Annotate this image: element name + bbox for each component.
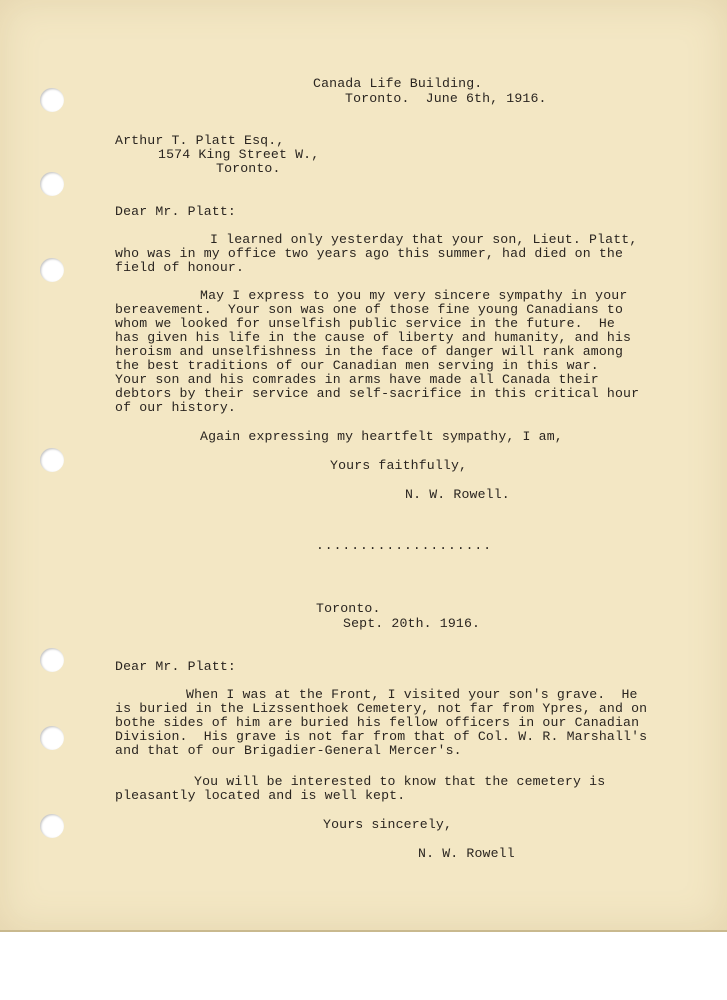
letter1-para3: Again expressing my heartfelt sympathy, I am, [200,429,563,444]
letter2-heading-line2: Sept. 20th. 1916. [343,616,481,631]
letter1-para2-line: May I express to you my very sincere sympathy in your [200,288,628,303]
letter2-para1-line: and that of our Brigadier-General Mercer's. [115,743,462,758]
letter1-salutation: Dear Mr. Platt: [115,204,236,219]
letter2-closing: Yours sincerely, [323,817,453,832]
letter-divider: .................... [316,538,493,553]
letter1-para2-line: bereavement. Your son was one of those fine young Canadians to [115,302,624,317]
letter1-closing: Yours faithfully, [330,458,468,473]
recipient-name: Arthur T. Platt Esq., [115,133,285,148]
letter2-para1-line: is buried in the Lizssenthoek Cemetery, not far from Ypres, and on [115,701,648,716]
letter2-para1-line: When I was at the Front, I visited your son's grave. He [186,687,638,702]
letter1-para1-line: who was in my office two years ago this summer, had died on the [115,246,624,261]
letter1-para1-line: I learned only yesterday that your son, Lieut. Platt, [210,232,638,247]
letter2-para2-line: You will be interested to know that the cemetery is [194,774,606,789]
binder-hole [40,648,64,672]
recipient-street: 1574 King Street W., [158,147,320,162]
letter1-para2-line: heroism and unselfishness in the face of danger will rank among [115,344,624,359]
letter2-signature: N. W. Rowell [418,846,515,861]
letter1-heading-line1: Canada Life Building. [313,76,483,91]
letter1-heading-line2: Toronto. June 6th, 1916. [345,91,547,106]
letter2-para2-line: pleasantly located and is well kept. [115,788,406,803]
letter2-heading-line1: Toronto. [316,601,381,616]
binder-hole [40,88,64,112]
binder-hole [40,258,64,282]
letter2-para1-line: bothe sides of him are buried his fellow officers in our Canadian [115,715,640,730]
recipient-city: Toronto. [216,161,281,176]
letter1-para2-line: has given his life in the cause of liberty and humanity, and his [115,330,632,345]
letter2-para1-line: Division. His grave is not far from that of Col. W. R. Marshall's [115,729,648,744]
letter1-para2-line: debtors by their service and self-sacrifice in this critical hour [115,386,640,401]
letter2-salutation: Dear Mr. Platt: [115,659,236,674]
letter1-para2-line: Your son and his comrades in arms have made all Canada their [115,372,599,387]
letter1-para1-line: field of honour. [115,260,245,275]
binder-hole [40,814,64,838]
binder-hole [40,172,64,196]
letter1-para2-line: the best traditions of our Canadian men serving in this war. [115,358,599,373]
letter1-para2-line: of our history. [115,400,236,415]
binder-hole [40,448,64,472]
binder-hole [40,726,64,750]
letter1-para2-line: whom we looked for unselfish public service in the future. He [115,316,615,331]
letter1-signature: N. W. Rowell. [405,487,510,502]
